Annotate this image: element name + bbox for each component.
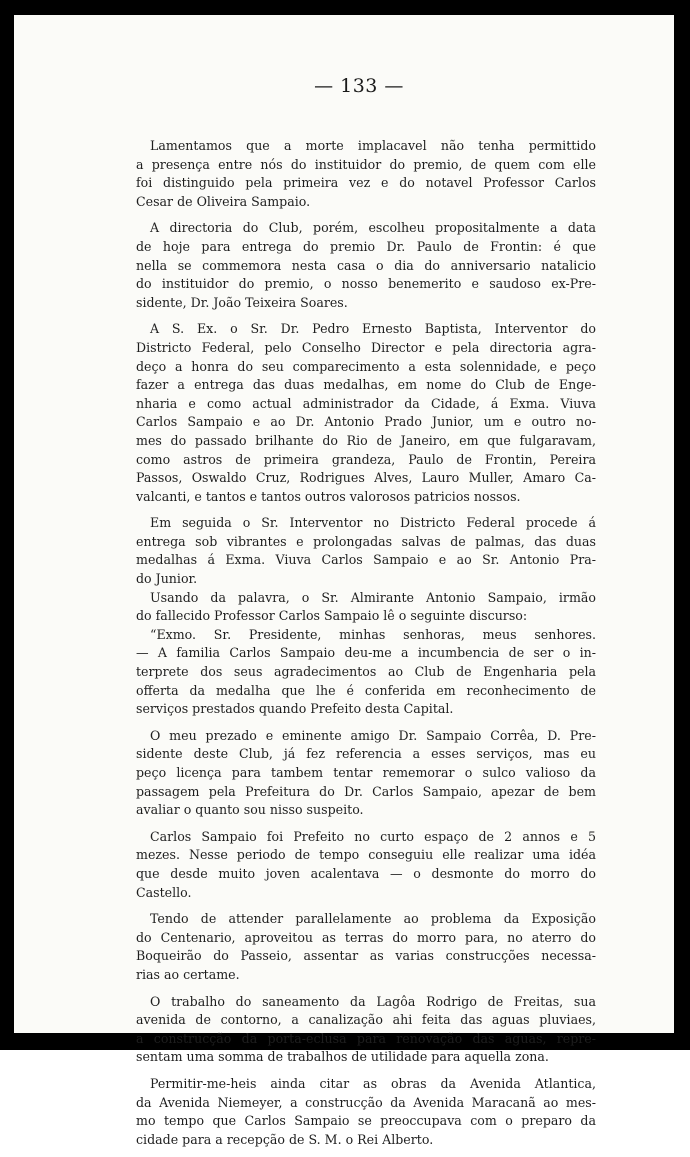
text-line: fazer a entrega das duas medalhas, em nome do Club de Enge-: [136, 377, 596, 393]
paragraph: [136, 320, 596, 506]
text-line: avenida de contorno, a canalização ahi feita das aguas pluviaes,: [136, 1012, 596, 1028]
page-number: — 133 —: [314, 75, 404, 97]
text-line: Carlos Sampaio e ao Dr. Antonio Prado Junior, um e outro no-: [136, 414, 596, 430]
paragraph: [136, 589, 596, 626]
paragraph: [136, 727, 596, 820]
text-line: Cesar de Oliveira Sampaio.: [136, 193, 311, 209]
paragraph: [136, 626, 596, 719]
text-line: do instituidor do premio, o nosso benemerito e saudoso ex-Pre-: [136, 276, 596, 292]
text-line: sidente deste Club, já fez referencia a esses serviços, mas eu: [136, 746, 596, 762]
text-line: “Exmo. Sr. Presidente, minhas senhoras, meus senhores.: [150, 626, 596, 642]
text-line: O meu prezado e eminente amigo Dr. Sampaio Corrêa, D. Pre-: [150, 727, 596, 743]
text-line: nharia e como actual administrador da Cidade, á Exma. Viuva: [136, 395, 596, 411]
text-line: Lamentamos que a morte implacavel não tenha permittido: [150, 138, 596, 153]
text-line: a presença entre nós do instituidor do premio, de quem com elle: [136, 156, 596, 172]
text-line: valcanti, e tantos e tantos outros valorosos patricios nossos.: [136, 488, 521, 504]
text-line: Em seguida o Sr. Interventor no Districto Federal procede á: [150, 515, 596, 531]
text-line: Usando da palavra, o Sr. Almirante Antonio Sampaio, irmão: [150, 589, 596, 605]
text-line: A S. Ex. o Sr. Dr. Pedro Ernesto Baptista, Interventor do: [150, 321, 596, 337]
text-line: entrega sob vibrantes e prolongadas salvas de palmas, das duas: [136, 533, 596, 549]
text-line: deço a honra do seu comparecimento a esta solennidade, e peço: [136, 358, 596, 374]
paragraph: [136, 993, 596, 1067]
paragraph: [136, 910, 596, 984]
text-line: avaliar o quanto sou nisso suspeito.: [136, 802, 364, 818]
text-line: passagem pela Prefeitura do Dr. Carlos Sampaio, apezar de bem: [136, 783, 596, 799]
text-line: Boqueirão do Passeio, assentar as varias construcções necessa-: [136, 948, 596, 964]
text-line: do Junior.: [136, 571, 198, 587]
text-line: mezes. Nesse periodo de tempo conseguiu elle realizar uma idéa: [136, 847, 596, 863]
text-line: nella se commemora nesta casa o dia do anniversario natalicio: [136, 257, 596, 273]
text-line: Passos, Oswaldo Cruz, Rodrigues Alves, Lauro Muller, Amaro Ca-: [136, 470, 596, 486]
text-line: Districto Federal, pelo Conselho Director e pela directoria agra-: [136, 339, 596, 355]
text-line: mes do passado brilhante do Rio de Janeiro, em que fulgaravam,: [136, 432, 596, 448]
text-line: que desde muito joven acalentava — o desmonte do morro do: [136, 865, 596, 881]
text-line: Castello.: [136, 884, 192, 900]
text-line: a construcção da porta-eclusa para renovação das aguas, repre-: [136, 1030, 596, 1046]
document-body: [136, 137, 596, 1157]
text-line: — A familia Carlos Sampaio deu-me a incumbencia de ser o in-: [136, 645, 596, 661]
text-line: cidade para a recepção de S. M. o Rei Alberto.: [136, 1131, 434, 1147]
text-line: terprete dos seus agradecimentos ao Club de Engenharia pela: [136, 664, 596, 680]
text-line: do Centenario, aproveitou as terras do morro para, no aterro do: [136, 929, 596, 945]
text-line: foi distinguido pela primeira vez e do notavel Professor Carlos: [136, 175, 596, 191]
text-line: Permitir-me-heis ainda citar as obras da Avenida Atlantica,: [150, 1075, 596, 1091]
text-line: peço licença para tambem tentar rememorar o sulco valioso da: [136, 765, 596, 780]
text-line: como astros de primeira grandeza, Paulo de Frontin, Pereira: [136, 451, 596, 467]
text-line: de hoje para entrega do premio Dr. Paulo de Frontin: é que: [136, 238, 596, 254]
text-line: rias ao certame.: [136, 966, 240, 982]
paragraph: [136, 137, 596, 211]
text-line: da Avenida Niemeyer, a construcção da Avenida Maracanã ao mes-: [136, 1094, 596, 1110]
paragraph: [136, 514, 596, 588]
text-line: sentam uma somma de trabalhos de utilidade para aquella zona.: [136, 1049, 549, 1065]
text-line: serviços prestados quando Prefeito desta Capital.: [136, 701, 454, 717]
text-line: offerta da medalha que lhe é conferida em reconhecimento de: [136, 682, 596, 698]
text-line: Carlos Sampaio foi Prefeito no curto espaço de 2 annos e 5: [150, 828, 596, 844]
text-line: mo tempo que Carlos Sampaio se preoccupava com o preparo da: [136, 1113, 596, 1129]
text-line: A directoria do Club, porém, escolheu propositalmente a data: [150, 220, 596, 236]
paragraph: [136, 1075, 596, 1149]
paragraph: [136, 219, 596, 312]
text-line: sidente, Dr. João Teixeira Soares.: [136, 294, 348, 310]
paragraph: [136, 828, 596, 902]
text-line: do fallecido Professor Carlos Sampaio lê o seguinte discurso:: [136, 608, 528, 624]
text-line: O trabalho do saneamento da Lagôa Rodrigo de Freitas, sua: [150, 993, 596, 1009]
text-line: Tendo de attender parallelamente ao problema da Exposição: [150, 911, 596, 927]
text-line: medalhas á Exma. Viuva Carlos Sampaio e ao Sr. Antonio Pra-: [136, 552, 596, 568]
